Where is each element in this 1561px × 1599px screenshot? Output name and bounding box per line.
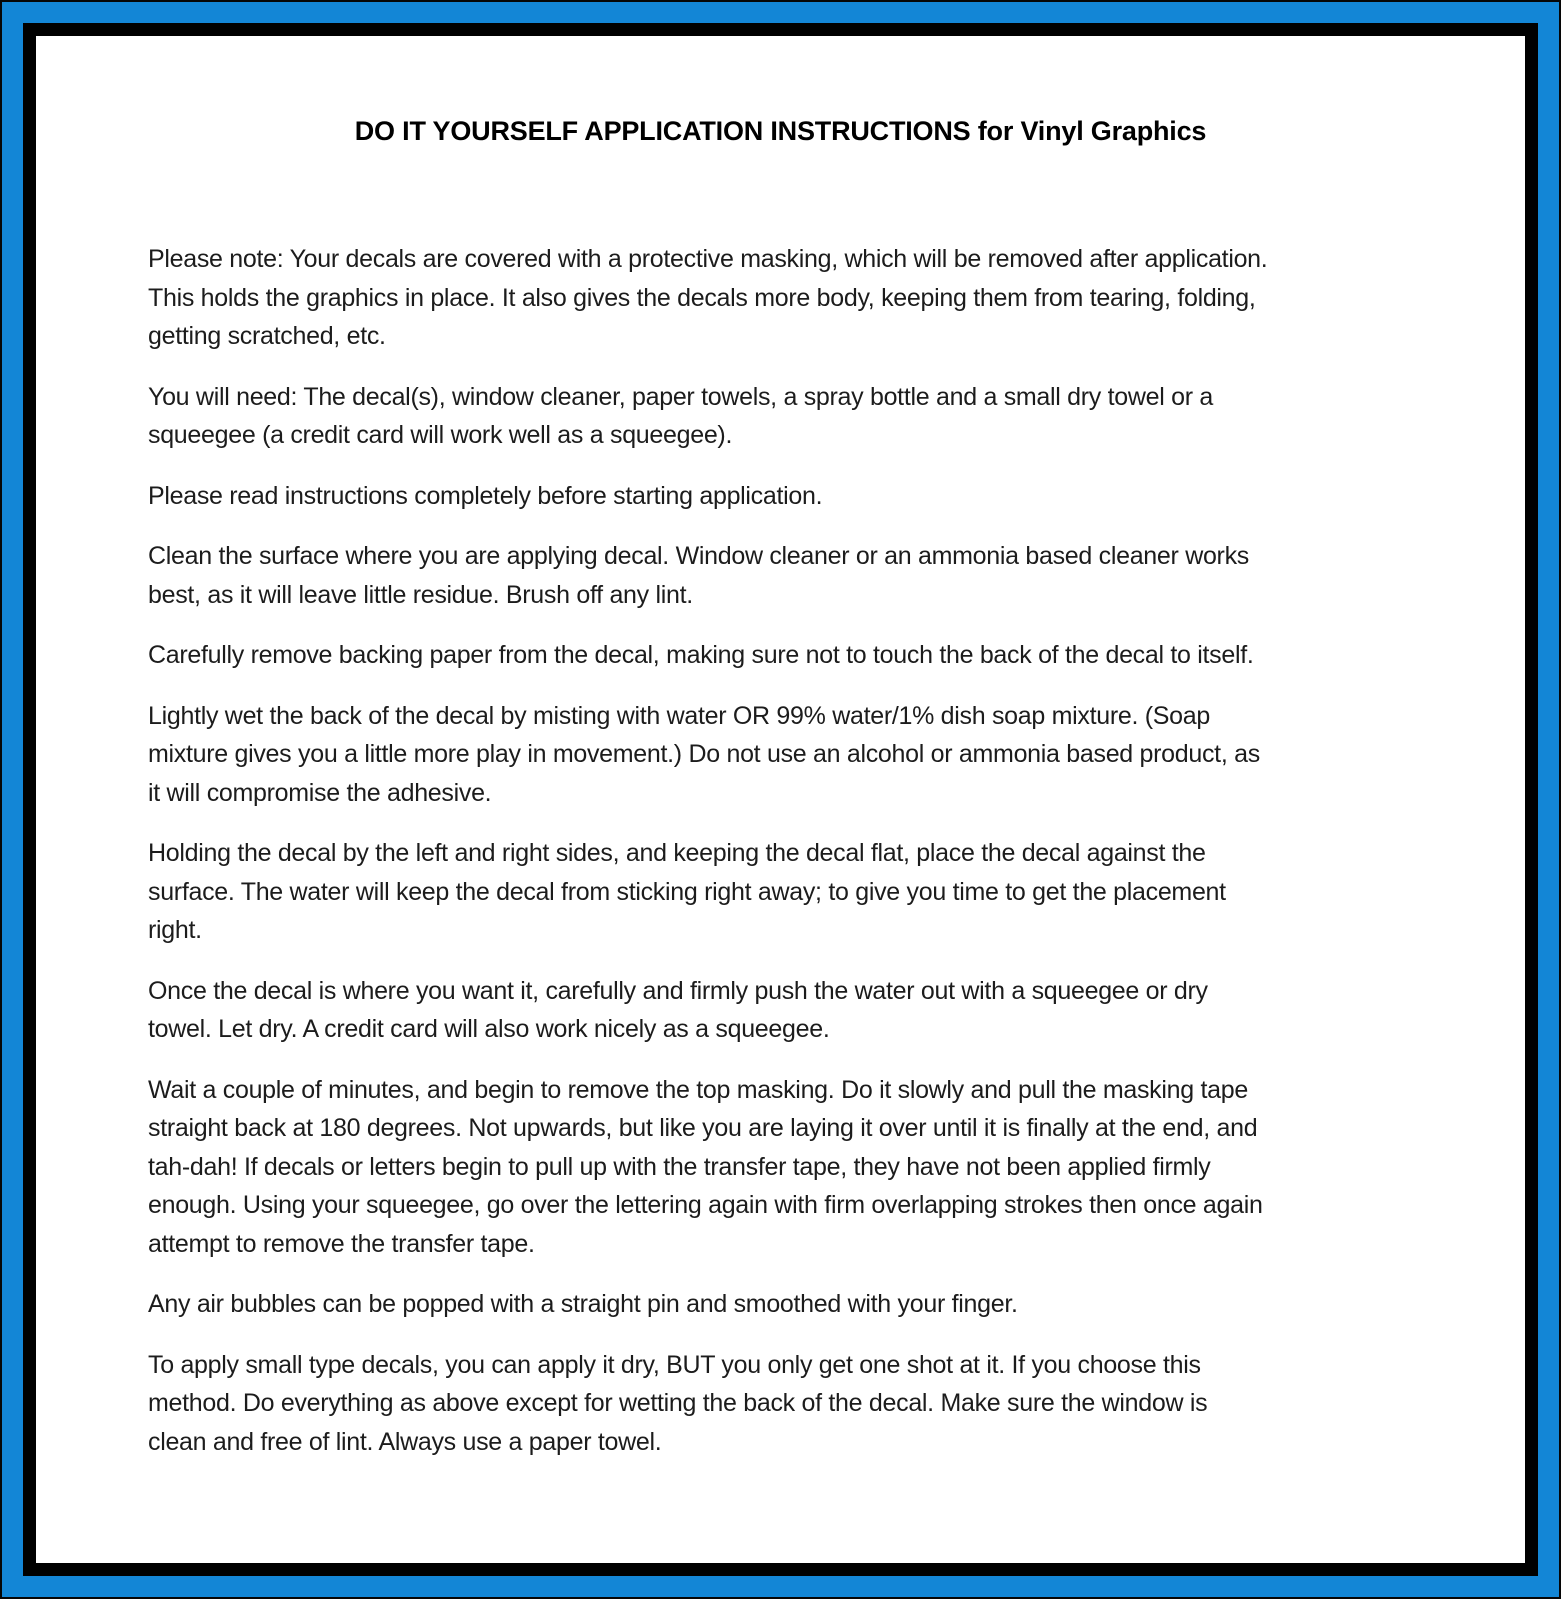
paragraph (148, 697, 1495, 813)
paragraph-line: surface. The water will keep the decal from sticking right away; to give you time to get the placement (148, 877, 1226, 906)
paragraph-line: straight back at 180 degrees. Not upwards, but like you are laying it over until it is finally at the end, and (148, 1114, 1258, 1142)
paragraph-line: Please read instructions completely before starting application. (148, 481, 823, 510)
paragraph-line: This holds the graphics in place. It also gives the decals more body, keeping them from tearing, folding, (148, 283, 1256, 312)
paragraph (148, 1071, 1495, 1264)
paragraph-line: it will compromise the adhesive. (148, 778, 492, 807)
paragraph-line: You will need: The decal(s), window cleaner, paper towels, a spray bottle and a small dry towel or a (148, 382, 1214, 411)
document-content (36, 36, 1525, 1563)
inner-black-frame (23, 23, 1538, 1576)
paragraph (148, 834, 1495, 950)
paragraph-line: squeegee (a credit card will work well as a squeegee). (148, 421, 733, 449)
paragraph-line: Once the decal is where you want it, carefully and firmly push the water out with a squeegee or dry (148, 976, 1208, 1005)
paragraph-line: Wait a couple of minutes, and begin to remove the top masking. Do it slowly and pull the masking tape (148, 1075, 1248, 1104)
paragraph-line: right. (148, 916, 202, 944)
paragraph (148, 1346, 1495, 1462)
paragraph-line: To apply small type decals, you can apply it dry, BUT you only get one shot at it. If you choose this (148, 1350, 1201, 1379)
paragraph-line: attempt to remove the transfer tape. (148, 1229, 535, 1258)
paragraph-line: Carefully remove backing paper from the decal, making sure not to touch the back of the decal to itself. (148, 641, 1254, 669)
paragraph-line: Any air bubbles can be popped with a straight pin and smoothed with your finger. (148, 1290, 1018, 1318)
document-title: DO IT YOURSELF APPLICATION INSTRUCTIONS for Vinyl Graphics (354, 116, 1207, 146)
paragraph-line: best, as it will leave little residue. Brush off any lint. (148, 580, 693, 609)
paragraph-line: clean and free of lint. Always use a paper towel. (148, 1427, 662, 1456)
paragraph-line: mixture gives you a little more play in movement.) Do not use an alcohol or ammonia based product, as (148, 740, 1260, 768)
paragraph-line: Please note: Your decals are covered with a protective masking, which will be removed after application. (148, 245, 1268, 273)
paragraph (148, 1285, 1495, 1324)
paragraph-line: tah-dah! If decals or letters begin to pull up with the transfer tape, they have not been applied firmly (148, 1152, 1211, 1181)
paragraph (148, 477, 1495, 516)
paragraph (148, 378, 1495, 455)
paragraph-line: Clean the surface where you are applying decal. Window cleaner or an ammonia based cleaner works (148, 542, 1249, 570)
paragraph-line: Lightly wet the back of the decal by misting with water OR 99% water/1% dish soap mixture. (Soap (148, 701, 1210, 730)
paragraph-line: towel. Let dry. A credit card will also work nicely as a squeegee. (148, 1015, 830, 1043)
paragraph (148, 537, 1495, 614)
paragraph (148, 636, 1495, 675)
paragraph (148, 972, 1495, 1049)
paragraph-line: Holding the decal by the left and right sides, and keeping the decal flat, place the decal against the (148, 839, 1206, 867)
document-body (148, 240, 1495, 1461)
paragraph-line: method. Do everything as above except for wetting the back of the decal. Make sure the window is (148, 1389, 1208, 1417)
paragraph (148, 240, 1495, 356)
paragraph-line: enough. Using your squeegee, go over the lettering again with firm overlapping strokes then once again (148, 1191, 1263, 1219)
paragraph-line: getting scratched, etc. (148, 322, 386, 350)
